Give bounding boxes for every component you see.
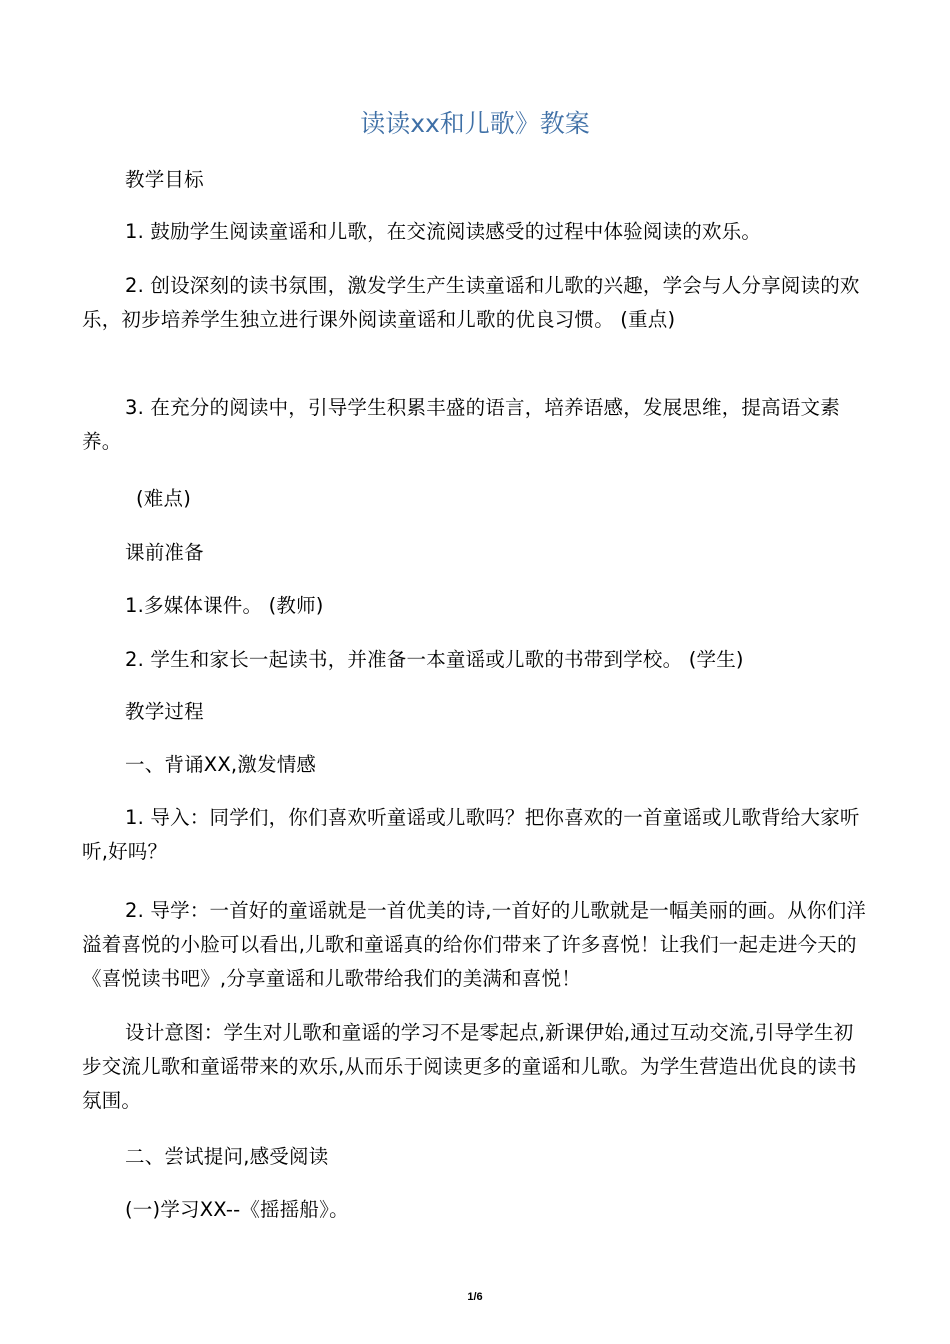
section-heading-objectives: 教学目标 <box>125 168 204 191</box>
section-heading-process: 教学过程 <box>125 700 204 723</box>
section-heading-preparation: 课前准备 <box>125 541 204 564</box>
paragraph-intro: 1. 导入：同学们，你们喜欢听童谣或儿歌吗？把你喜欢的一首童谣或儿歌背给大家听听,好吗？ <box>82 806 860 863</box>
section-heading-subpart-1: (一)学习XX--《摇摇船》。 <box>125 1198 349 1221</box>
paragraph-guide: 2. 导学：一首好的童谣就是一首优美的诗,一首好的儿歌就是一幅美丽的画。从你们洋溢着喜悦的小脸可以看出,儿歌和童谣真的给你们带来了许多喜悦！让我们一起走进今天的《喜悦读书吧》,分享童谣和儿歌带给我们的美满和喜悦！ <box>82 899 867 990</box>
page-number: 1/6 <box>467 1291 483 1303</box>
paragraph-objective-3: 3. 在充分的阅读中，引导学生积累丰盛的语言，培养语感，发展思维，提高语文素养。 <box>82 396 840 453</box>
paragraph-objective-2: 2. 创设深刻的读书氛围，激发学生产生读童谣和儿歌的兴趣，学会与人分享阅读的欢乐，初步培养学生独立进行课外阅读童谣和儿歌的优良习惯。 (重点) <box>82 274 860 331</box>
paragraph-objective-1: 1. 鼓励学生阅读童谣和儿歌，在交流阅读感受的过程中体验阅读的欢乐。 <box>125 220 762 243</box>
section-heading-part-1: 一、背诵XX,激发情感 <box>125 753 317 776</box>
paragraph-preparation-2: 2. 学生和家长一起读书，并准备一本童谣或儿歌的书带到学校。 (学生) <box>125 648 744 671</box>
section-heading-part-2: 二、尝试提问,感受阅读 <box>125 1145 329 1168</box>
document-title: 读读xx和儿歌》教案 <box>360 109 590 138</box>
paragraph-difficulty-note: (难点) <box>136 487 192 510</box>
paragraph-design-intent: 设计意图：学生对儿歌和童谣的学习不是零起点,新课伊始,通过互动交流,引导学生初步交流儿歌和童谣带来的欢乐,从而乐于阅读更多的童谣和儿歌。为学生营造出优良的读书氛围。 <box>82 1021 857 1112</box>
paragraph-preparation-1: 1.多媒体课件。 (教师) <box>125 594 324 617</box>
